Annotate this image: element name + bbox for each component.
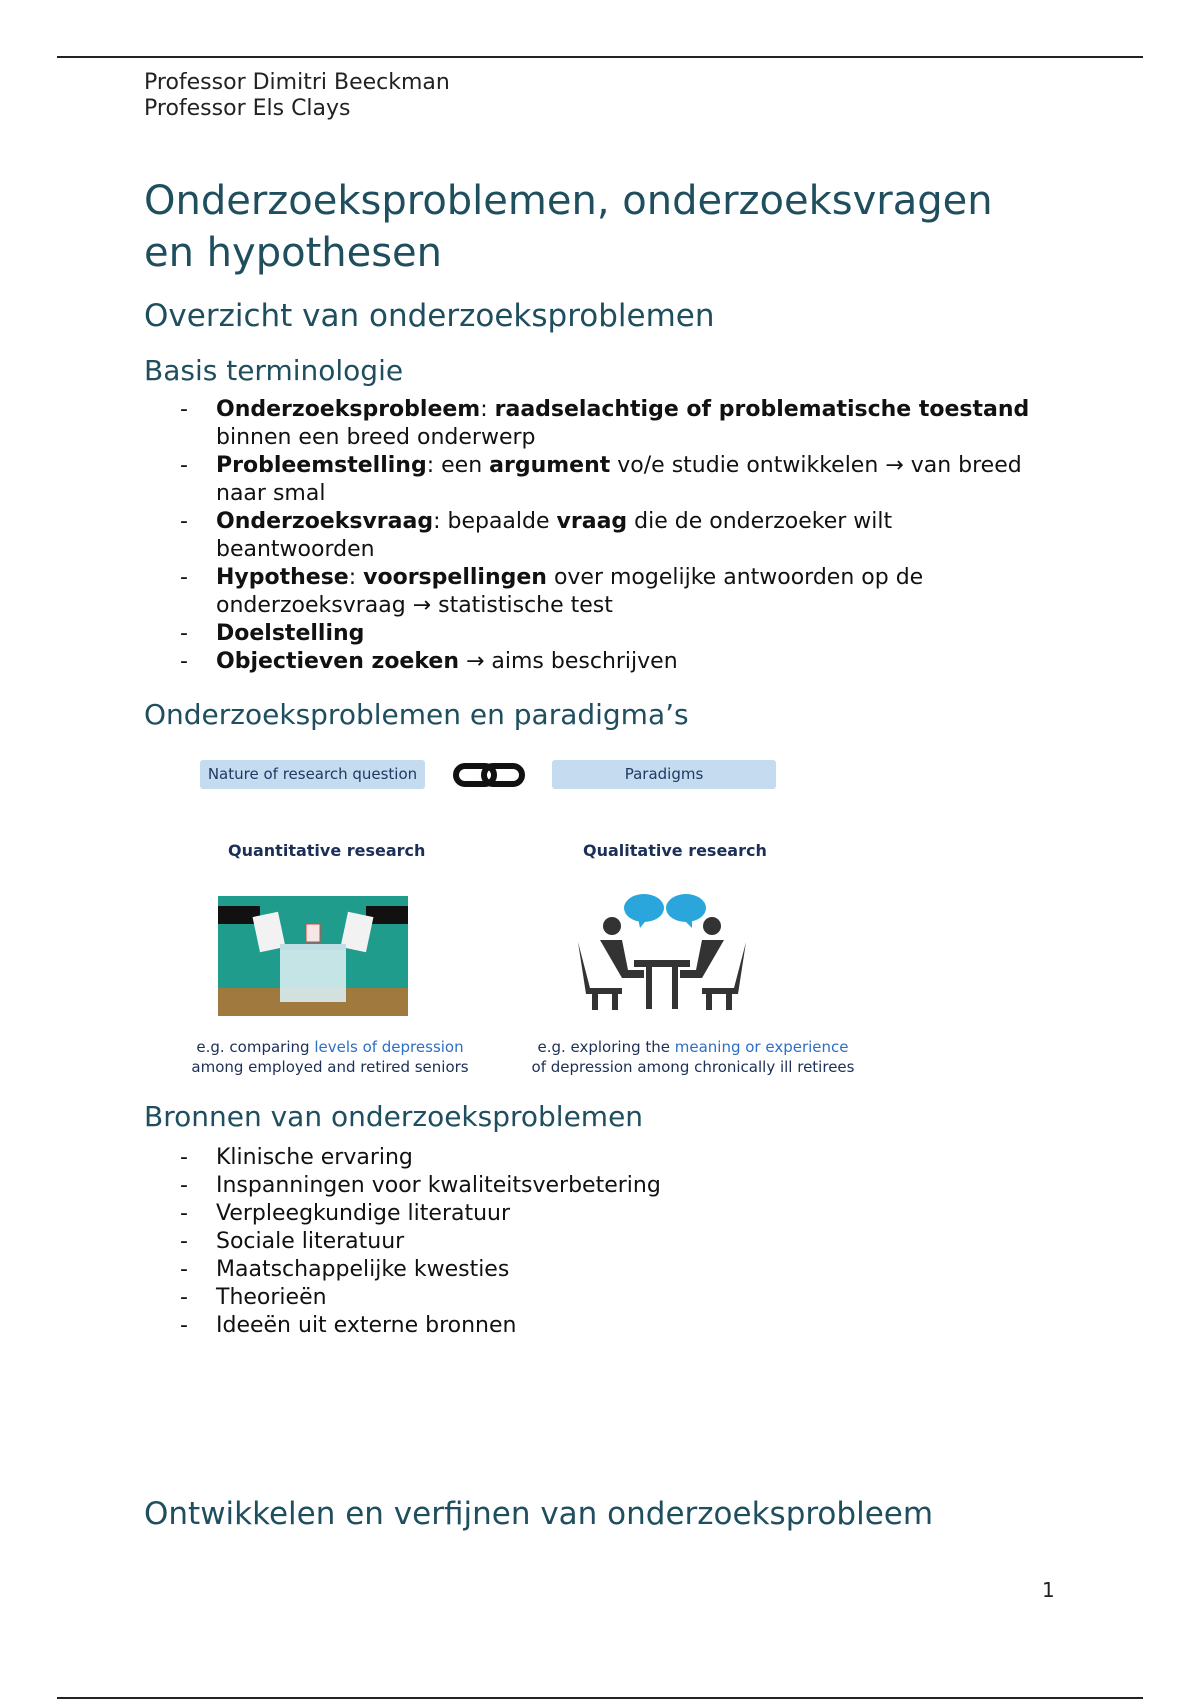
list-item: - Verpleegkundige literatuur [180,1201,511,1226]
pill-paradigms: Paradigms [552,760,776,789]
list-item: - Hypothese: voorspellingen over mogelijke antwoorden op de onderzoeksvraag → statistische test [180,565,924,618]
label-qualitative: Qualitative research [583,841,767,860]
caption-qualitative: e.g. exploring the meaning or experience of depression among chronically ill retirees [531,1038,855,1076]
header-authors [144,70,450,122]
list-item: - Inspanningen voor kwaliteitsverbetering [180,1173,661,1198]
interview-people-icon [572,890,752,1014]
list-item: - Maatschappelijke kwesties [180,1257,510,1282]
top-rule [57,56,1143,58]
section-overview-heading: Overzicht van onderzoeksproblemen [144,298,715,334]
list-item: - Onderzoeksvraag: bepaalde vraag die de onderzoeker wilt beantwoorden [180,509,893,562]
pill-research-question: Nature of research question [200,760,425,789]
author-line-2: Professor Els Clays [144,96,351,121]
terminology-list [144,396,1046,676]
list-item: - Klinische ervaring [180,1145,413,1170]
list-item: - Probleemstelling: een argument vo/e studie ontwikkelen → van breed naar smal [180,453,1022,506]
section-sources-heading: Bronnen van onderzoeksproblemen [144,1100,644,1133]
section-develop-heading: Ontwikkelen en verfijnen van onderzoeksprobleem [144,1496,934,1532]
list-item: - Theorieën [180,1285,327,1310]
ballot-box-icon [218,896,408,1016]
list-item: - Sociale literatuur [180,1229,405,1254]
author-line-1: Professor Dimitri Beeckman [144,70,450,95]
section-paradigms-heading: Onderzoeksproblemen en paradigma’s [144,698,689,731]
list-item: - Doelstelling [180,621,365,646]
bottom-rule [57,1697,1143,1699]
list-item: - Onderzoeksprobleem: raadselachtige of problematische toestand binnen een breed onderwerp [180,397,1030,450]
paradigms-figure [180,750,880,1090]
list-item: - Ideeën uit externe bronnen [180,1313,517,1338]
label-quantitative: Quantitative research [228,841,426,860]
list-item: - Objectieven zoeken → aims beschrijven [180,649,678,674]
caption-quantitative: e.g. comparing levels of depression among employed and retired seniors [191,1038,469,1076]
page-number: 1 [1042,1578,1055,1602]
chain-link-icon [452,758,526,792]
sources-list [144,1144,1046,1340]
document-title: Onderzoeksproblemen, onderzoeksvragen en hypothesen [144,178,993,276]
section-terminology-heading: Basis terminologie [144,354,404,387]
